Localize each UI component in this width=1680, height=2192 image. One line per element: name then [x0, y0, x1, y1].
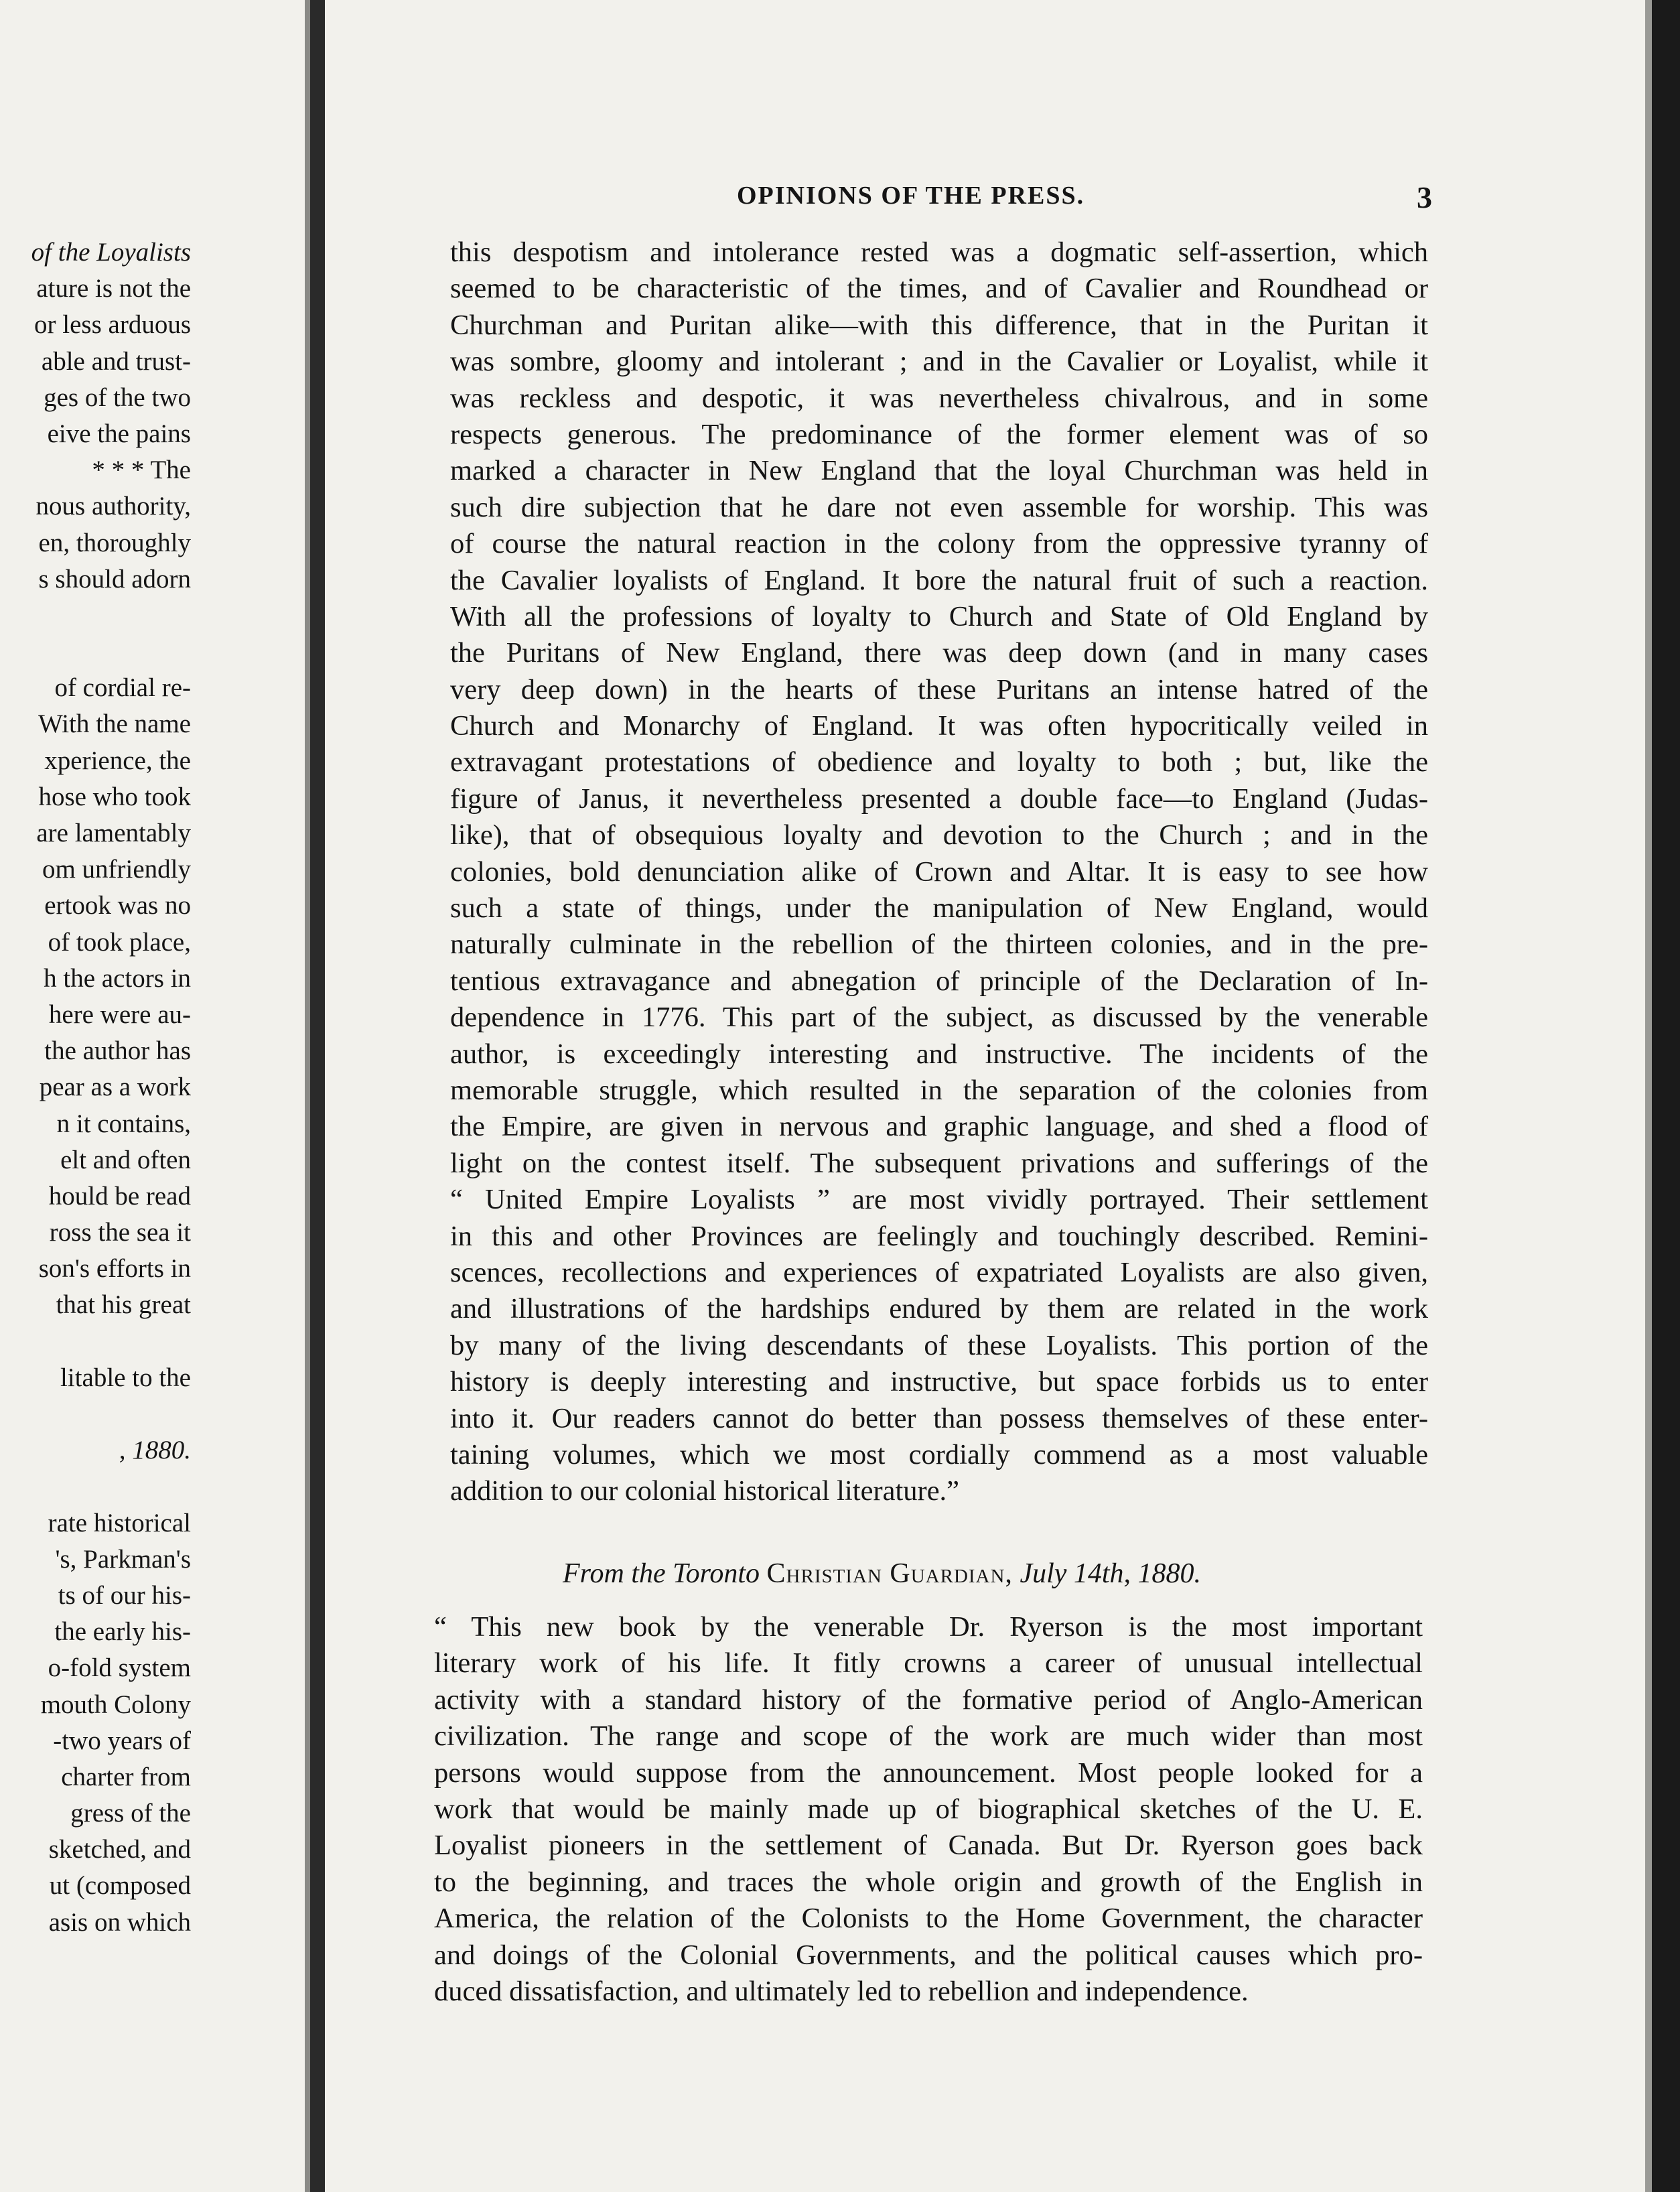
- text-line: civilization. The range and scope of the work are much wider than most: [434, 1720, 1423, 1753]
- text-line: With all the professions of loyalty to Church and State of Old England by: [450, 600, 1428, 632]
- text-line: memorable struggle, which resulted in the separation of the colonies from: [450, 1074, 1428, 1106]
- text-line: this despotism and intolerance rested was a dogmatic self-assertion, which: [450, 236, 1428, 268]
- review-source-heading: [563, 1558, 1201, 1590]
- text-line: and doings of the Colonial Governments, and the political causes which pro-: [434, 1939, 1423, 1971]
- right-page-edge: [1645, 0, 1652, 2192]
- left-page-edge: [305, 0, 310, 2192]
- text-line: seemed to be characteristic of the times, and of Cavalier and Roundhead or: [450, 273, 1428, 305]
- text-line: marked a character in New England that the loyal Churchman was held in: [450, 455, 1428, 487]
- text-line: tentious extravagance and abnegation of principle of the Declaration of In-: [450, 965, 1428, 997]
- left-page-line: en, thoroughly: [38, 528, 191, 557]
- left-page-line: gress of the: [70, 1799, 191, 1828]
- left-page-line: om unfriendly: [42, 855, 191, 884]
- left-page-text: [0, 234, 191, 1941]
- left-page-line: the author has: [44, 1036, 191, 1066]
- text-line: extravagant protestations of obedience and loyalty to both ; but, like the: [450, 746, 1428, 778]
- left-page-line: With the name: [38, 709, 191, 739]
- left-page-line: sketched, and: [48, 1835, 191, 1864]
- text-line: figure of Janus, it nevertheless presented a double face—to England (Judas-: [450, 782, 1428, 815]
- text-line: the Cavalier loyalists of England. It bore the natural fruit of such a reaction.: [450, 564, 1428, 596]
- text-line: like), that of obsequious loyalty and devotion to the Church ; and in the: [450, 819, 1428, 851]
- text-line: the Puritans of New England, there was deep down (and in many cases: [450, 637, 1428, 669]
- page-number: 3: [1417, 180, 1432, 214]
- left-page-line: ertook was no: [44, 891, 191, 920]
- text-line: into it. Our readers cannot do better than possess themselves of these enter-: [450, 1402, 1428, 1434]
- left-page-line: that his great: [56, 1290, 191, 1320]
- text-line: history is deeply interesting and instructive, but space forbids us to enter: [450, 1366, 1428, 1398]
- left-page-line: hould be read: [48, 1181, 191, 1211]
- left-page-line: eive the pains: [47, 419, 191, 448]
- left-page-line: mouth Colony: [40, 1690, 191, 1719]
- left-page-line: charter from: [61, 1762, 191, 1791]
- publication-name: Christian Guardian,: [766, 1558, 1013, 1589]
- left-page-line: [0, 1468, 191, 1505]
- text-line: America, the relation of the Colonists to the Home Government, the character: [434, 1903, 1423, 1935]
- left-page-line: 's, Parkman's: [55, 1544, 191, 1574]
- left-page-line: ature is not the: [36, 274, 191, 303]
- left-page-line: [0, 634, 191, 670]
- left-page-line: -two years of: [53, 1726, 191, 1755]
- left-page-line: the early his-: [54, 1617, 191, 1647]
- left-page-line: xperience, the: [44, 746, 191, 775]
- left-page-line: [0, 598, 191, 634]
- text-line: “ This new book by the venerable Dr. Ryerson is the most important: [434, 1611, 1423, 1643]
- text-line: Church and Monarchy of England. It was often hypocritically veiled in: [450, 710, 1428, 742]
- left-page-line: son's efforts in: [38, 1254, 191, 1284]
- christian-guardian-review-text: [434, 1609, 1423, 2010]
- left-page-line: h the actors in: [44, 963, 191, 993]
- text-line: author, is exceedingly interesting and instructive. The incidents of the: [450, 1038, 1428, 1070]
- text-line: respects generous. The predominance of the former element was of so: [450, 418, 1428, 450]
- left-page-line: n it contains,: [56, 1109, 191, 1138]
- text-line: light on the contest itself. The subsequent privations and sufferings of the: [450, 1147, 1428, 1179]
- text-line: and illustrations of the hardships endured by them are related in the work: [450, 1293, 1428, 1325]
- left-page-line: elt and often: [60, 1145, 191, 1174]
- text-line: such a state of things, under the manipulation of New England, would: [450, 892, 1428, 924]
- text-line: literary work of his life. It fitly crowns a career of unusual intellectual: [434, 1647, 1423, 1680]
- left-page-line: ut (composed: [49, 1871, 191, 1901]
- left-page-line: of the Loyalists: [31, 238, 191, 267]
- text-line: “ United Empire Loyalists ” are most vividly portrayed. Their settlement: [450, 1184, 1428, 1216]
- text-line: taining volumes, which we most cordially commend as a most valuable: [450, 1438, 1428, 1470]
- text-line: work that would be mainly made up of biographical sketches of the U. E.: [434, 1793, 1423, 1825]
- heading-prefix: From the Toronto: [563, 1558, 760, 1589]
- left-page: [0, 0, 305, 2192]
- text-line: was reckless and despotic, it was nevertheless chivalrous, and in some: [450, 382, 1428, 414]
- running-head: OPINIONS OF THE PRESS.: [737, 182, 1085, 210]
- left-page-line: pear as a work: [39, 1073, 191, 1102]
- left-page-line: nous authority,: [36, 492, 191, 521]
- left-page-line: o-fold system: [48, 1653, 191, 1683]
- left-page-line: here were au-: [48, 1000, 191, 1029]
- left-page-line: litable to the: [60, 1363, 191, 1392]
- book-gutter: [310, 0, 325, 2192]
- text-line: in this and other Provinces are feelingly and touchingly described. Remini-: [450, 1220, 1428, 1252]
- left-page-line: rate historical: [48, 1508, 191, 1537]
- text-line: naturally culminate in the rebellion of the thirteen colonies, and in the pre-: [450, 929, 1428, 961]
- left-page-line: are lamentably: [36, 819, 191, 847]
- text-line: scences, recollections and experiences of expatriated Loyalists are also given,: [450, 1256, 1428, 1288]
- text-line: by many of the living descendants of these Loyalists. This portion of the: [450, 1329, 1428, 1361]
- text-line: to the beginning, and traces the whole origin and growth of the English in: [434, 1866, 1423, 1898]
- review-date: July 14th, 1880.: [1020, 1558, 1202, 1589]
- left-page-line: s should adorn: [38, 564, 191, 594]
- left-page-line: able and trust-: [41, 346, 191, 376]
- left-page-line: , 1880.: [119, 1436, 191, 1465]
- text-line: very deep down) in the hearts of these Puritans an intense hatred of the: [450, 673, 1428, 705]
- text-line: the Empire, are given in nervous and graphic language, and shed a flood of: [450, 1111, 1428, 1143]
- left-page-line: [0, 1396, 191, 1432]
- left-page-line: ross the sea it: [49, 1218, 191, 1247]
- left-page-line: * * * The: [92, 456, 191, 485]
- text-line: dependence in 1776. This part of the subject, as discussed by the venerable: [450, 1002, 1428, 1034]
- left-page-line: ges of the two: [44, 383, 191, 412]
- text-line: colonies, bold denunciation alike of Crown and Altar. It is easy to see how: [450, 855, 1428, 888]
- left-page-line: of took place,: [48, 927, 191, 957]
- text-line: addition to our colonial historical literature.”: [450, 1475, 960, 1507]
- continued-review-text: [450, 234, 1428, 1510]
- text-line: of course the natural reaction in the colony from the oppressive tyranny of: [450, 528, 1428, 560]
- left-page-line: [0, 1324, 191, 1360]
- left-page-line: of cordial re-: [54, 673, 191, 703]
- left-page-line: or less arduous: [34, 310, 191, 340]
- text-line: Loyalist pioneers in the settlement of Canada. But Dr. Ryerson goes back: [434, 1830, 1423, 1862]
- text-line: activity with a standard history of the formative period of Anglo-American: [434, 1684, 1423, 1716]
- text-line: such dire subjection that he dare not even assemble for worship. This was: [450, 491, 1428, 523]
- left-page-line: hose who took: [38, 782, 191, 811]
- text-line: was sombre, gloomy and intolerant ; and in the Cavalier or Loyalist, while it: [450, 346, 1428, 378]
- left-page-line: asis on which: [48, 1907, 191, 1937]
- left-page-line: ts of our his-: [58, 1580, 191, 1610]
- text-line: Churchman and Puritan alike—with this difference, that in the Puritan it: [450, 309, 1428, 341]
- text-line: duced dissatisfaction, and ultimately led to rebellion and independence.: [434, 1975, 1249, 2007]
- text-line: persons would suppose from the announcement. Most people looked for a: [434, 1757, 1423, 1789]
